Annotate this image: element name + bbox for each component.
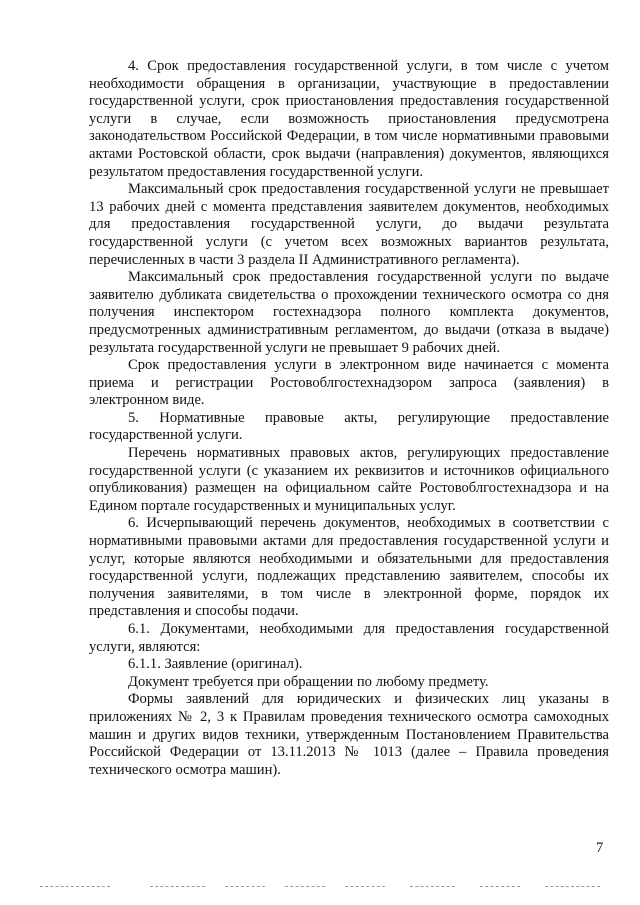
footer-divider xyxy=(480,886,520,888)
document-body xyxy=(89,58,609,779)
page-number: 7 xyxy=(596,840,604,856)
paragraph-5-legal-acts: 5. Нормативные правовые акты, регулирующие предоставление государственной услуги. xyxy=(89,409,609,444)
paragraph-6-1: 6.1. Документами, необходимыми для предоставления государственной услуги, являются: xyxy=(89,621,609,655)
paragraph-6-documents: 6. Исчерпывающий перечень документов, необходимых в соответствии с нормативными правовыми актами для предоставления государственной услуги и услуг, которые являются необходимыми и обязательными для предоставления государственной услуги, подлежащих представлению заявителем, способы их получения заявителями, в том числе в электронной форме, порядок их представления и способы подачи. xyxy=(89,515,609,620)
footer-divider xyxy=(345,886,385,888)
footer-divider xyxy=(285,886,325,888)
paragraph-duplicate-term: Максимальный срок предоставления государственной услуги по выдаче заявителю дубликата свидетельства о прохождении технического осмотра со дня получения инспектором гостехнадзора полного комплекта документов, предусмотренных административным регламентом, до выдачи (отказа в выдаче) результата государственной услуги не превышает 9 рабочих дней. xyxy=(89,269,609,356)
footer-divider xyxy=(410,886,455,888)
footer-divider xyxy=(150,886,205,888)
paragraph-document-required: Документ требуется при обращении по любому предмету. xyxy=(128,673,489,690)
paragraph-4-term: 4. Срок предоставления государственной услуги, в том числе с учетом необходимости обращения в организации, участвующие в предоставлении государственной услуги, срок приостановления предоставления государственной услуги в случае, если возможность приостановления предусмотрена законодательством Российской Федерации, в том числе нормативными правовыми актами Ростовской области, срок выдачи (направления) документов, являющихся результатом предоставления государственной услуги. xyxy=(89,58,609,180)
footer-divider xyxy=(40,886,110,888)
footer-divider xyxy=(545,886,600,888)
paragraph-acts-list: Перечень нормативных правовых актов, регулирующих предоставление государственной услуги (с указанием их реквизитов и источников официального опубликования) размещен на официальном сайте Ростовоблгостехнадзора и на Едином портале государственных и муниципальных услуг. xyxy=(89,445,609,514)
footer-divider xyxy=(225,886,265,888)
paragraph-max-term: Максимальный срок предоставления государственной услуги не превышает 13 рабочих дней с момента представления заявителем документов, необходимых для предоставления государственной услуги, до выдачи результата государственной услуги (с учетом всех возможных вариантов результата, перечисленных в части 3 раздела II Административного регламента). xyxy=(89,181,609,268)
paragraph-electronic-term: Срок предоставления услуги в электронном виде начинается с момента приема и регистрации Ростовоблгостехнадзором запроса (заявления) в электронном виде. xyxy=(89,357,609,409)
paragraph-forms: Формы заявлений для юридических и физических лиц указаны в приложениях № 2, 3 к Правилам проведения технического осмотра самоходных машин и других видов техники, утвержденным Постановлением Правительства Российской Федерации от 13.11.2013 № 1013 (далее – Правила проведения технического осмотра машин). xyxy=(89,691,609,778)
paragraph-6-1-1: 6.1.1. Заявление (оригинал). xyxy=(128,656,303,673)
